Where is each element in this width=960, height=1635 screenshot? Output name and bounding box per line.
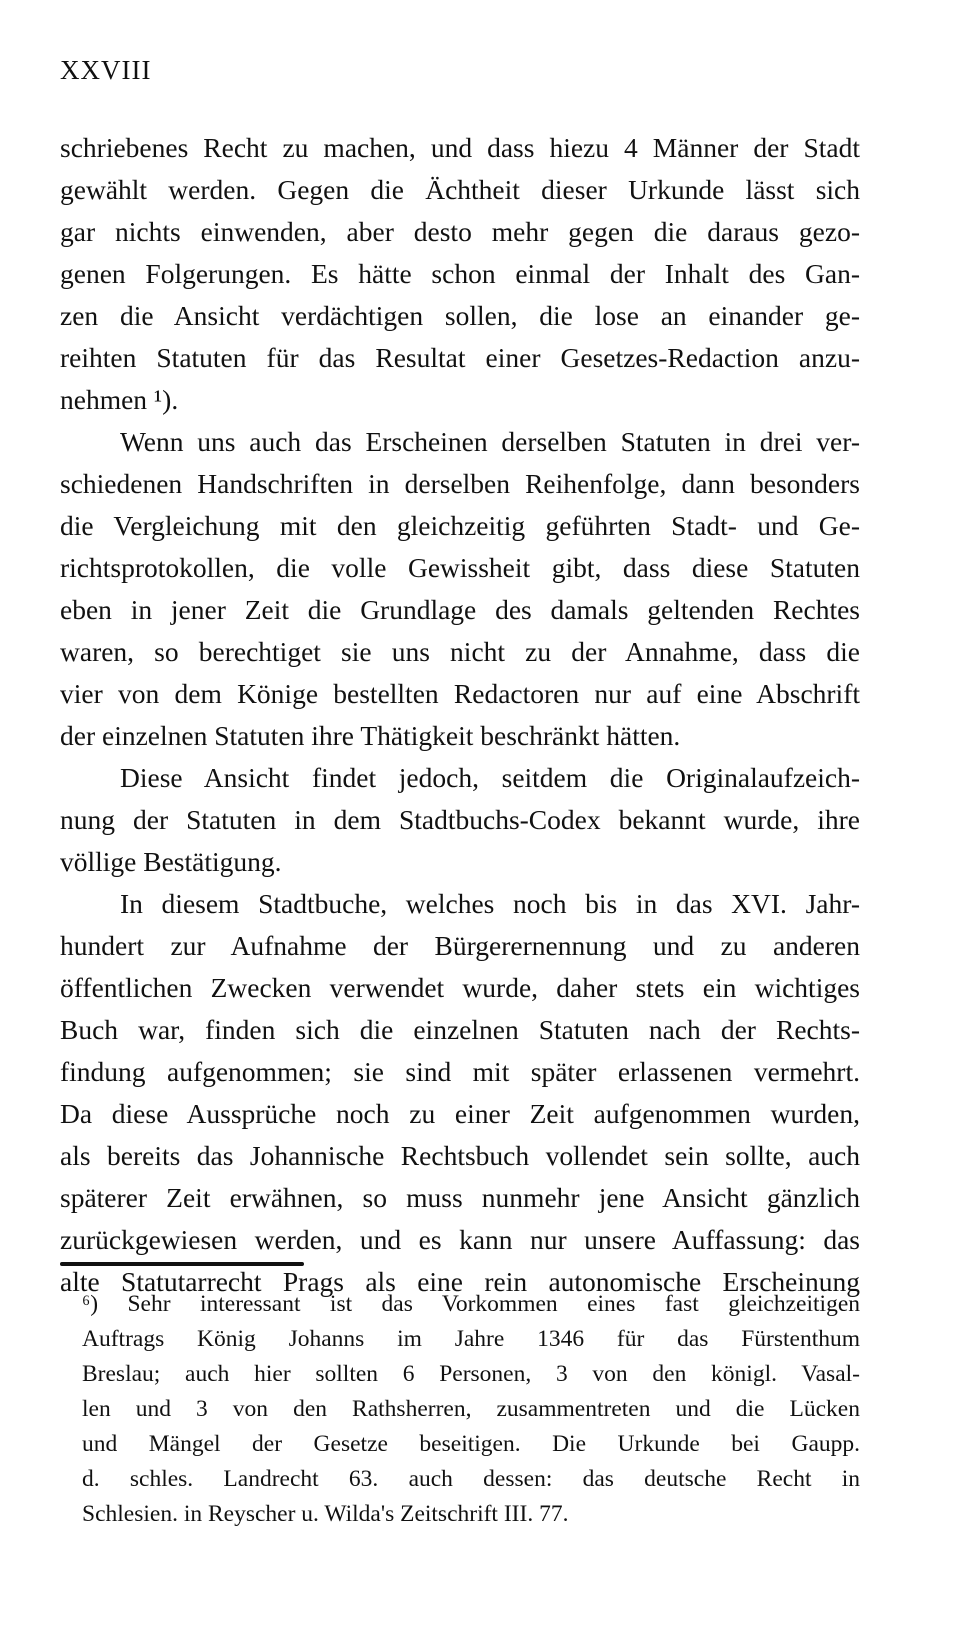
text-line: Buch war, finden sich die einzelnen Statuten nach der Rechts- [60,1014,860,1045]
text-line: gar nichts einwenden, aber desto mehr gegen die daraus gezo- [60,216,860,247]
text-line: nehmen ¹). [60,384,179,415]
text-line: richtsprotokollen, die volle Gewissheit gibt, dass diese Statuten [60,552,860,583]
text-line: In diesem Stadtbuche, welches noch bis in das XVI. Jahr- [120,888,860,919]
text-line: reihten Statuten für das Resultat einer Gesetzes-Redaction anzu- [60,342,860,373]
text-line: schriebenes Recht zu machen, und dass hiezu 4 Männer der Stadt [60,132,860,163]
text-line: Diese Ansicht findet jedoch, seitdem die Originalaufzeich- [120,762,860,793]
footnote-line: ⁶) Sehr interessant ist das Vorkommen eines fast gleichzeitigen [82,1291,860,1317]
footnote-divider [60,1262,304,1266]
body-text [60,127,860,1303]
page-number: XXVIII [60,55,152,85]
text-line: zen die Ansicht verdächtigen sollen, die lose an einander ge- [60,300,860,331]
text-line: vier von dem Könige bestellten Redactoren nur auf eine Abschrift [60,678,860,709]
footnote-line: und Mängel der Gesetze beseitigen. Die Urkunde bei Gaupp. [82,1431,860,1457]
footnote-line: Breslau; auch hier sollten 6 Personen, 3 von den königl. Vasal- [82,1361,860,1387]
text-line: alte Statutarrecht Prags als eine rein autonomische Erscheinung [60,1266,860,1297]
footnote-line: Auftrags König Johanns im Jahre 1346 für das Fürstenthum [82,1326,860,1352]
text-line: findung aufgenommen; sie sind mit später erlassenen vermehrt. [60,1056,860,1087]
text-line: gewählt werden. Gegen die Ächtheit dieser Urkunde lässt sich [60,174,860,205]
text-line: die Vergleichung mit den gleichzeitig geführten Stadt- und Ge- [60,510,860,541]
text-line: späterer Zeit erwähnen, so muss nunmehr jene Ansicht gänzlich [60,1182,860,1213]
text-line: waren, so berechtiget sie uns nicht zu der Annahme, dass die [60,636,860,667]
footnote-line: len und 3 von den Rathsherren, zusammentreten und die Lücken [82,1396,860,1422]
text-line: Wenn uns auch das Erscheinen derselben Statuten in drei ver- [120,426,860,457]
text-line: völlige Bestätigung. [60,846,282,877]
text-line: zurückgewiesen werden, und es kann nur unsere Auffassung: das [60,1224,860,1255]
text-line: genen Folgerungen. Es hätte schon einmal der Inhalt des Gan- [60,258,860,289]
text-line: öffentlichen Zwecken verwendet wurde, daher stets ein wichtiges [60,972,860,1003]
text-line: als bereits das Johannische Rechtsbuch vollendet sein sollte, auch [60,1140,860,1171]
text-line: schiedenen Handschriften in derselben Reihenfolge, dann besonders [60,468,860,499]
text-line: der einzelnen Statuten ihre Thätigkeit beschränkt hätten. [60,720,681,751]
text-line: eben in jener Zeit die Grundlage des damals geltenden Rechtes [60,594,860,625]
text-line: hundert zur Aufnahme der Bürgerernennung und zu anderen [60,930,860,961]
text-line: Da diese Aussprüche noch zu einer Zeit aufgenommen wurden, [60,1098,860,1129]
text-line: nung der Statuten in dem Stadtbuchs-Codex bekannt wurde, ihre [60,804,860,835]
footnote-line: d. schles. Landrecht 63. auch dessen: das deutsche Recht in [82,1466,860,1492]
footnote-line: Schlesien. in Reyscher u. Wilda's Zeitschrift III. 77. [82,1501,569,1527]
footnote [60,1287,860,1532]
